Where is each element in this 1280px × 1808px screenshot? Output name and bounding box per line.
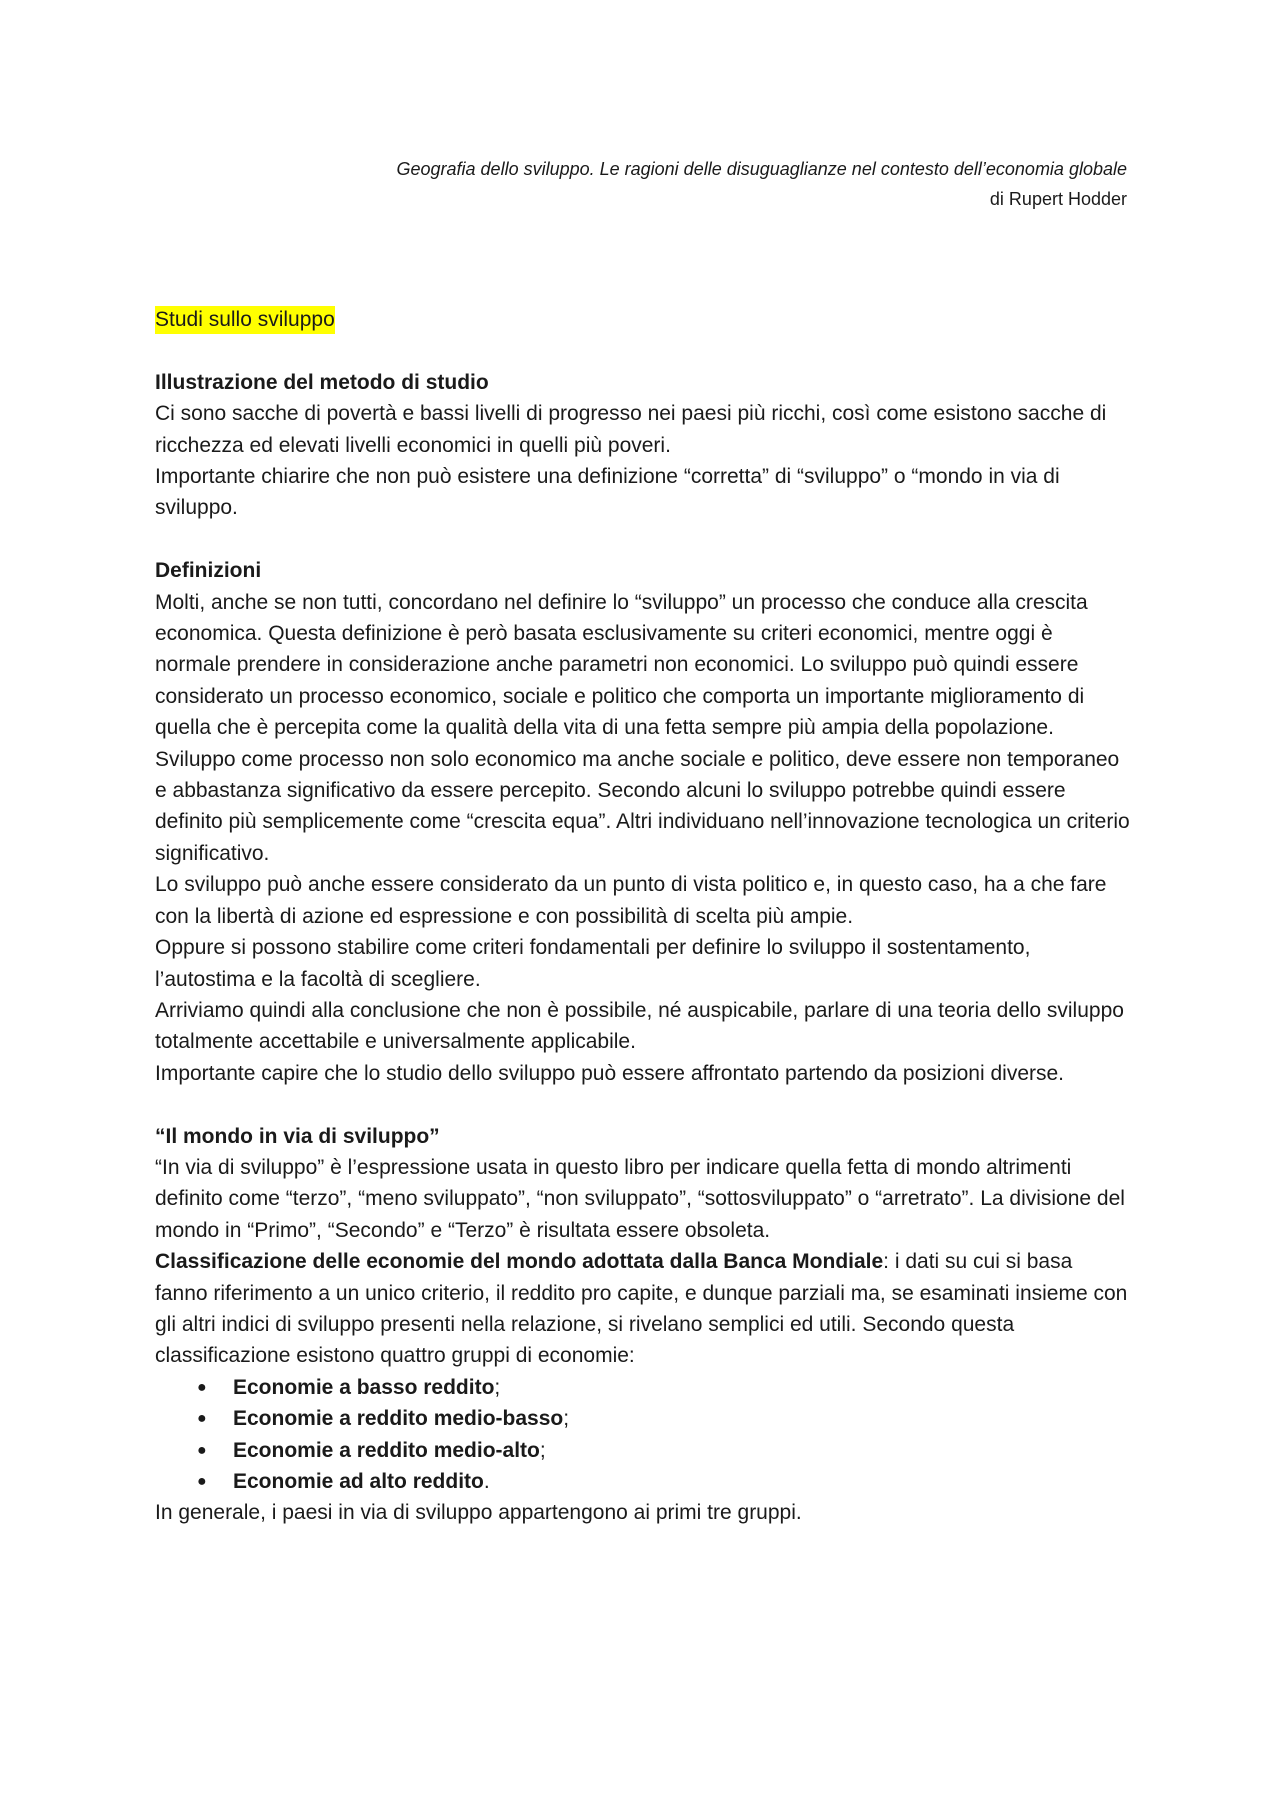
paragraph: Lo sviluppo può anche essere considerato da un punto di vista politico e, in questo caso, ha a che fare con la libertà di azione ed espressione e con possibilità di scelta più ampie. bbox=[155, 873, 1107, 928]
list-item-label: Economie a reddito medio-alto bbox=[233, 1438, 540, 1462]
paragraph: Arriviamo quindi alla conclusione che non è possibile, né auspicabile, parlare di una teoria dello sviluppo totalmente accettabile e universalmente applicabile. bbox=[155, 998, 1124, 1054]
paragraph: Oppure si possono stabilire come criteri fondamentali per definire lo sviluppo il sostentamento, l’autostima e la facoltà di scegliere. bbox=[155, 936, 1031, 991]
classification-text: : i dati su cui si basa fanno riferimento a un unico criterio, il reddito pro capite, e dunque parziali ma, se esaminati insieme con gli altri indici di sviluppo presenti nella relazione, si rivelano semplici ed utili. Secondo questa classificazione esistono quattro gruppi di economie: bbox=[155, 1250, 1128, 1368]
list-item-label: Economie a reddito medio-basso bbox=[233, 1407, 564, 1431]
list-item-suffix: ; bbox=[539, 1438, 546, 1462]
list-item bbox=[155, 1372, 1130, 1403]
section-heading: Definizioni bbox=[155, 559, 262, 583]
paragraph: Sviluppo come processo non solo economico ma anche sociale e politico, deve essere non temporaneo e abbastanza significativo da essere percepito. Secondo alcuni lo sviluppo potrebbe quindi essere definito più semplicemente come “crescita equa”. Altri individuano nell’innovazione tecnologica un criterio significativo. bbox=[155, 747, 1130, 865]
classification-paragraph bbox=[155, 1246, 1130, 1372]
classification-lead: Classificazione delle economie del mondo adottata dalla Banca Mondiale bbox=[155, 1250, 884, 1274]
document-body bbox=[155, 304, 1130, 1529]
list-item bbox=[155, 1466, 1130, 1497]
document-header bbox=[397, 154, 1128, 214]
list-item-suffix: ; bbox=[494, 1375, 501, 1399]
section-heading: Illustrazione del metodo di studio bbox=[155, 370, 489, 394]
section-heading: “Il mondo in via di sviluppo” bbox=[155, 1124, 440, 1148]
book-author: di Rupert Hodder bbox=[989, 189, 1127, 209]
paragraph: Importante capire che lo studio dello sviluppo può essere affrontato partendo da posizioni diverse. bbox=[155, 1061, 1065, 1085]
bullet-icon: ● bbox=[197, 1472, 207, 1490]
book-title: Geografia dello sviluppo. Le ragioni delle disuguaglianze nel contesto dell’economia globale bbox=[396, 159, 1127, 179]
list-item bbox=[155, 1435, 1130, 1466]
paragraph: “In via di sviluppo” è l’espressione usata in questo libro per indicare quella fetta di mondo altrimenti definito come “terzo”, “meno sviluppato”, “non sviluppato”, “sottosviluppato” o “arretrato”. La divisione del mondo in “Primo”, “Secondo” e “Terzo” è risultata essere obsoleta. bbox=[155, 1155, 1125, 1242]
paragraph: Ci sono sacche di povertà e bassi livelli di progresso nei paesi più ricchi, così come esistono sacche di ricchezza ed elevati livelli economici in quelli più poveri. bbox=[155, 402, 1107, 457]
bullet-icon: ● bbox=[197, 1410, 207, 1428]
highlighted-section-label: Studi sullo sviluppo bbox=[155, 306, 335, 334]
economy-groups-list bbox=[155, 1372, 1130, 1498]
list-item-suffix: . bbox=[483, 1469, 490, 1493]
list-item-label: Economie a basso reddito bbox=[233, 1375, 495, 1399]
bullet-icon: ● bbox=[197, 1378, 207, 1396]
list-item-suffix: ; bbox=[563, 1407, 570, 1431]
bullet-icon: ● bbox=[197, 1441, 207, 1459]
list-item bbox=[155, 1403, 1130, 1434]
paragraph: Importante chiarire che non può esistere una definizione “corretta” di “sviluppo” o “mondo in via di sviluppo. bbox=[155, 465, 1060, 520]
paragraph: Molti, anche se non tutti, concordano nel definire lo “sviluppo” un processo che conduce alla crescita economica. Questa definizione è però basata esclusivamente su criteri economici, mentre oggi è normale prendere in considerazione anche parametri non economici. Lo sviluppo può quindi essere considerato un processo economico, sociale e politico che comporta un importante miglioramento di quella che è percepita come la qualità della vita di una fetta sempre più ampia della popolazione. bbox=[155, 590, 1088, 740]
list-item-label: Economie ad alto reddito bbox=[233, 1469, 484, 1493]
closing-paragraph: In generale, i paesi in via di sviluppo appartengono ai primi tre gruppi. bbox=[155, 1501, 802, 1525]
